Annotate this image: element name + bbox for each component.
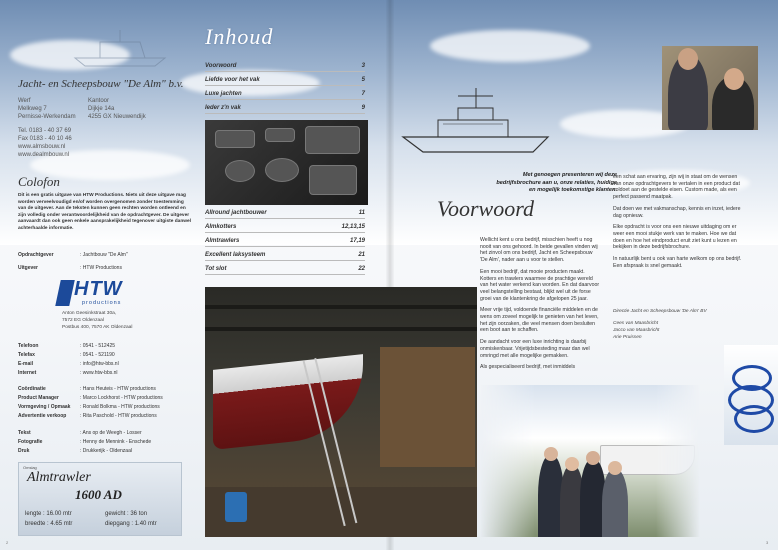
signature-title: Directie Jacht en Scheepsbouw 'De Alm' BV [613, 309, 707, 314]
colofon-title: Colofon [18, 174, 60, 189]
voorwoord-title: Voorwoord [437, 196, 534, 221]
htw-logo: HTW productions [58, 280, 133, 310]
company-name: Jacht- en Scheepsbouw "De Alm" b.v. [18, 78, 184, 90]
colofon-text: Dit is een gratis uitgave van HTW Productions. Niets uit deze uitgave mag worden verveelvoudigd en/of worden overgenomen zonder toestemming van de uitgever. Aan de teksten kunnen geen rechten worden ontleend en zijn volledig onder verantwoordelijkheid van de opdrachtgever. De uitgever aanvaardt dan ook geen enkele aansprakelijkheid tegenover uitgiste danwel achterhaalde informatie. [18, 193, 192, 231]
toc-title: Inhoud [205, 24, 274, 49]
htw-address: Anton Geesinkstraat 30a, 7572 EG Oldenzaal Postbus 400, 7570 AK Oldenzaal [62, 311, 133, 330]
team-with-yacht-photo [480, 385, 700, 537]
cover-boat-box: Omslag Almtrawler 1600 AD lengte : 16.00 mtr breedte : 4.65 mtr gewicht : 36 ton diepgang : 1.40 mtr [18, 462, 182, 536]
page-number-left: 2 [6, 540, 9, 545]
body-column-1: Wellicht kent u ons bedrijf, misschien heeft u nog nooit van ons gehoord. In beide gevallen vinden wij het zinvol om ons bedrijf, Jacht en Scheepsbouw 'De Alm', nader aan u voor te stellen. Een mooi bedrijf, dat mooie producten maakt. Kotters en trawlers waarmee de prachtige wereld van het water verkend kan worden. En dat daarvoor veel belangstelling bestaat, blijkt wel uit de forse groei van de klantenkring de afgelopen 25 jaar. Meer vrije tijd, voldoende financiële middelen en de wens om zoveel mogelijk te genieten van het leven, het zijn oorzaken, die veel mensen doen besluiten een boot aan te schaffen. De aandacht voor een luxe inrichting is daarbij onmiskenbaar. Vrijetijdsbesteding maar dan wel omringd met alle mogelijke gemakken. Als gespecialiseerd bedrijf, met inmiddels [480, 237, 600, 371]
body-column-2: een schat aan ervaring, zijn wij in staat om de wensen van onze opdrachtgevers te vertalen in een product dat voldoet aan de gestelde eisen. Custom made, als een perfect passend maatpak. Dat doen we met vakmanschap, kennis en inzet, iedere dag opnieuw. Elke opdracht is voor ons een nieuwe uitdaging om er weer een mooi stukje werk van te maken. Hoe we dat doen en hoe het eindproduct eruit ziet kunt u lezen en bekijken in deze bedrijfsbrochure. In natuurlijk bent u ook van harte welkom op ons bedrijf. Een afspraak is snel gemaakt. [613, 174, 742, 269]
magazine-spread: Jacht- en Scheepsbouw "De Alm" b.v. Werf Melkweg 7 Pernisse-Werkendam Kantoor Dijkje 14a 4255 GX Nieuwendijk Tel. 0183 - 40 37 69 Fax 0183 - 40 10 46 www.almsbouw.nl www.dealmbouw.nl Colofon Dit is een gratis uitgave van HTW Productions. Niets uit deze uitgave mag worden verveelvoudigd en/of worden overgenomen zonder toestemming van de uitgever. Aan de teksten kunnen geen rechten worden ontleend en zijn volledig onder verantwoordelijkheid van de opdrachtgever. De uitgever aanvaardt dan ook geen enkele aansprakelijkheid tegenover uitgiste danwel achterhaalde informatie. Opdrachtgever : Jachtbouw "De Alm" Uitgever : HTW Productions HTW productions Anton Geesinkstraat 30a, 7572 EG Oldenzaal Postbus 400, 7570 AK Oldenzaal Telefoon : 0541 - 512425 Telefax : 0541 - 521190 E-mail : info@htw-bbs.nl Internet : www.htw-bbs.nl Coördinatie : Hans Heuteis - HTW productions Product Manager : Marco Lockhorst - HTW productions Vormgeving / Opmaak : Ronald Bolkma - HTW productions Advertentie verkoop : Rita Paschold - HTW productions Tekst : Ans op de Weegh - Losser Fotografie : Henny de Mennink - Enschede Druk : Drukkerijk - Oldenzaal Omslag Almtrawler 1600 AD lengte : 16.00 mtr breedte : 4.65 mtr gewicht : 36 ton diepgang : 1.40 mtr Inhoud Voorwoord 3 Liefde voor het vak 5 Luxe jachten 7 Ieder z'n vak 9 Allround jachtbouwer 11 Almkotters 12,13,15 Almtrawlers 17,19 Excellent laksysteem 21 Tot slot 22 Met genoegen presenteren wij deze bedrijfsbrochure aan u, onze relaties, huidige en mogelijk toekomstige klanten. Voorwoord Wellicht kent u ons bedrijf, misschien heeft u nog nooit van ons gehoord. In beide gevallen vinden wij het zinvol om ons bedrijf, Jacht en Scheepsbouw 'De Alm', nader aan u voor te stellen. Een mooi bedrijf, dat mooie producten maakt. Kotters en trawlers waarmee de prachtige wereld van het water verkend kan worden. En dat daarvoor veel belangstelling bestaat, blijkt wel uit de forse groei van de klantenkring de afgelopen 25 jaar. Meer vrije tijd, voldoende financiële middelen en de wens om zoveel mogelijk te genieten van het leven, het zijn oorzaken, die veel mensen doen besluiten een boot aan te schaffen. De aandacht voor een luxe inrichting is daarbij onmiskenbaar. Vrijetijdsbesteding maar dan wel omringd met alle mogelijke gemakken. Als gespecialiseerd bedrijf, met inmiddels een schat aan ervaring, zijn wij in staat om de wensen van onze opdrachtgevers te vertalen in een product dat voldoet aan de gestelde eisen. Custom made, als een perfect passend maatpak. Dat doen we met vakmanschap, kennis en inzet, iedere dag opnieuw. Elke opdracht is voor ons een nieuwe uitdaging om er weer een mooi stukje werk van te maken. Hoe we dat doen en hoe het eindproduct eruit ziet kunt u lezen en bekijken in deze bedrijfsbrochure. In natuurlijk bent u ook van harte welkom op ons bedrijf. Een afspraak is snel gemaakt. Directie Jacht en Scheepsbouw 'De Alm' BV Cees van Maasbricht Jacco van Maasbricht Arie Pruissen 2 3 [0, 0, 778, 550]
yacht-sketch-icon [398, 82, 558, 162]
ship-drawing-icon [70, 28, 170, 68]
rope-photo [724, 345, 778, 445]
signature-names: Cees van Maasbricht Jacco van Maasbricht Arie Pruissen [613, 321, 660, 340]
shipyard-owners-photo [662, 46, 758, 130]
shipyard-workshop-photo [205, 287, 477, 537]
helm-console-photo [205, 120, 368, 205]
boat-name: Almtrawler [27, 470, 91, 485]
page-number-right: 3 [766, 540, 769, 545]
boat-model: 1600 AD [75, 487, 122, 502]
intro-text: Met genoegen presenteren wij deze bedrijfsbrochure aan u, onze relaties, huidige en mogelijk toekomstige klanten. [496, 172, 617, 193]
